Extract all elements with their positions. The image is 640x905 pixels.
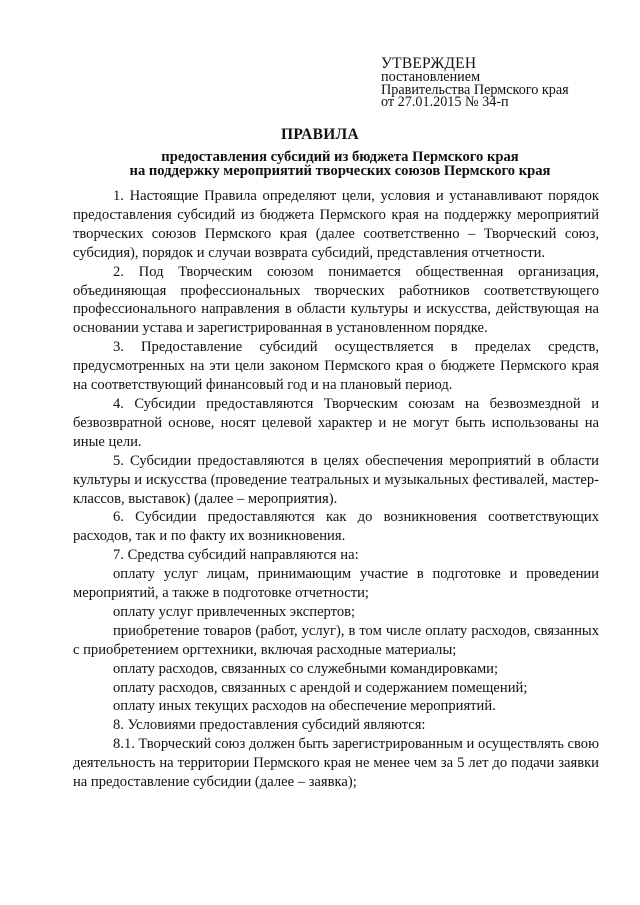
list-item-6: оплату иных текущих расходов на обеспечение мероприятий. <box>113 698 496 715</box>
list-item-1: оплату услуг лицам, принимающим участие в подготовке и проведении мероприятий, а также в подготовке отчетности; <box>73 566 599 602</box>
list-item-5: оплату расходов, связанных с арендой и содержанием помещений; <box>113 679 528 696</box>
list-item-4: оплату расходов, связанных со служебными командировками; <box>113 660 499 677</box>
subtitle-line-1: предоставления субсидий из бюджета Пермского края <box>161 149 519 165</box>
paragraph-7: 7. Средства субсидий направляются на: <box>113 547 359 564</box>
approved-heading: УТВЕРЖДЕН <box>381 55 477 72</box>
document-body <box>73 187 599 792</box>
paragraph-2: 2. Под Творческим союзом понимается общественная организация, объединяющая профессиональных творческих работников соответствующего профессионального направления в области культуры и искусства, действующая на основании устава и зарегистрированная в установленном порядке. <box>73 263 599 337</box>
paragraph-8-1: 8.1. Творческий союз должен быть зарегистрированным и осуществлять свою деятельность на территории Пермского края не менее чем за 5 лет до подачи заявки на предоставление субсидии (далее – заявка); <box>73 736 599 791</box>
paragraph-5: 5. Субсидии предоставляются в целях обеспечения мероприятий в области культуры и искусства (проведение театральных и музыкальных фестивалей, мастер-классов, выставок) (далее – мероприятия). <box>73 452 599 507</box>
list-item-2: оплату услуг привлеченных экспертов; <box>113 603 356 620</box>
paragraph-6: 6. Субсидии предоставляются как до возникновения соответствующих расходов, так и по факту их возникновения. <box>73 509 599 545</box>
paragraph-4: 4. Субсидии предоставляются Творческим союзам на безвозмездной и безвозвратной основе, носят целевой характер и не могут быть использованы на иные цели. <box>73 395 599 450</box>
subtitle-line-2: на поддержку мероприятий творческих союзов Пермского края <box>129 163 551 180</box>
paragraph-1: 1. Настоящие Правила определяют цели, условия и устанавливают порядок предоставления субсидий из бюджета Пермского края на поддержку мероприятий творческих союзов Пермского края (далее соответственно – Творческий союз, субсидия), порядок и случаи возврата субсидий, представления отчетности. <box>73 188 599 261</box>
list-item-3: приобретение товаров (работ, услуг), в том числе оплату расходов, связанных с приобретением оргтехники, включая расходные материалы; <box>73 622 599 658</box>
document-title: ПРАВИЛА <box>281 126 359 143</box>
approval-stamp <box>381 56 621 109</box>
approval-line-1: постановлением <box>381 69 481 85</box>
approval-line-3: от 27.01.2015 № 34-п <box>381 94 509 111</box>
document-subtitle <box>60 150 620 179</box>
paragraph-8: 8. Условиями предоставления субсидий являются: <box>113 717 426 734</box>
approval-line-2: Правительства Пермского края <box>381 81 569 98</box>
paragraph-3: 3. Предоставление субсидий осуществляется в пределах средств, предусмотренных на эти цели законом Пермского края о бюджете Пермского края на соответствующий финансовый год и на плановый период. <box>73 339 599 394</box>
